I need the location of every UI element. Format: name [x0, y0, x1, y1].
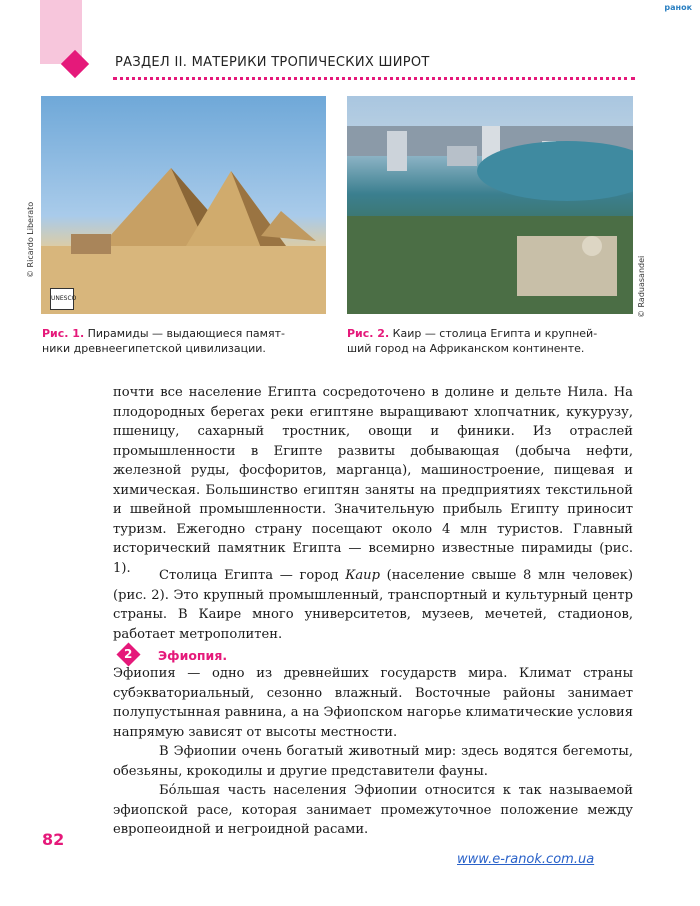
pyramids-photo	[41, 96, 326, 314]
header-divider	[113, 77, 635, 80]
figure1-caption-line1: Пирамиды — выдающиеся памят-	[84, 327, 285, 340]
paragraph-agriculture: почти все население Египта сосредоточено в долине и дельте Нила. На плодородных берегах реки египтяне выращивают хлопчатник, кукурузу, пшеницу, сахарный тростник, овощи и финики. Из отраслей промышленности в Египте развиты добывающая (добыча нефти, железной руды, фосфоритов, марганца), машиностроение, пищевая и химическая. Большинство египтян заняты на предприятиях текстильной и швейной промышленности. Значительную прибыль Египту приносит туризм. Ежегодно страну посещают около 4 млн туристов. Главный исторический памятник Египта — всемирно известные пирамиды (рис. 1).	[113, 385, 633, 576]
paragraph-ethiopia-climate: Эфиопия — одно из древнейших государств мира. Климат страны субэкваториальный, сезонно влажный. Восточные районы занимает полупустынная равнина, а на Эфиопском нагорье климатические условия напрямую зависят от высоты местности.	[113, 666, 633, 740]
figure2-caption-line2: ший город на Африканском континенте.	[347, 342, 585, 355]
figure2-credit: © Raduasandei	[637, 255, 646, 318]
figure1-caption-line2: ники древнеегипетской цивилизации.	[42, 342, 266, 355]
unesco-badge: UNESCO	[50, 288, 74, 310]
page-number: 82	[42, 830, 65, 849]
paragraph-ethiopia-fauna: В Эфиопии очень богатый животный мир: здесь водятся бегемоты, обезьяны, крокодилы и другие представители фауны.	[113, 744, 633, 779]
figure1-caption	[42, 326, 332, 356]
paragraph-ethiopia-population: Бóльшая часть населения Эфиопии относится к так называемой эфиопской расе, которая занимает промежуточное положение между европеоидной и негроидной расами.	[113, 783, 633, 837]
figure2-caption-line1: Каир — столица Египта и крупней-	[389, 327, 598, 340]
publisher-logo: ранок	[664, 3, 692, 12]
cairo-text-end: (население свыше 8 млн человек) (рис. 2). Это крупный промышленный, транспортный и культурный центр страны. В Каире много университетов, музеев, мечетей, стадионов, работает метрополитен.	[113, 568, 633, 642]
figure2-label: Рис. 2.	[347, 327, 390, 340]
cairo-text-start: Столица Египта — город	[159, 568, 346, 583]
publisher-website-link[interactable]: www.e-ranok.com.ua	[457, 852, 595, 867]
section-title: РАЗДЕЛ II. МАТЕРИКИ ТРОПИЧЕСКИХ ШИРОТ	[115, 55, 430, 70]
paragraph-cairo	[113, 566, 633, 644]
section-number: 2	[124, 647, 133, 661]
cairo-city-name: Каир	[345, 568, 380, 583]
figure2-caption	[347, 326, 647, 356]
cairo-photo	[347, 96, 633, 314]
figure1-label: Рис. 1.	[42, 327, 85, 340]
section-heading-title: Эфиопия.	[158, 648, 228, 663]
figure1-credit: © Ricardo Liberato	[26, 201, 35, 278]
